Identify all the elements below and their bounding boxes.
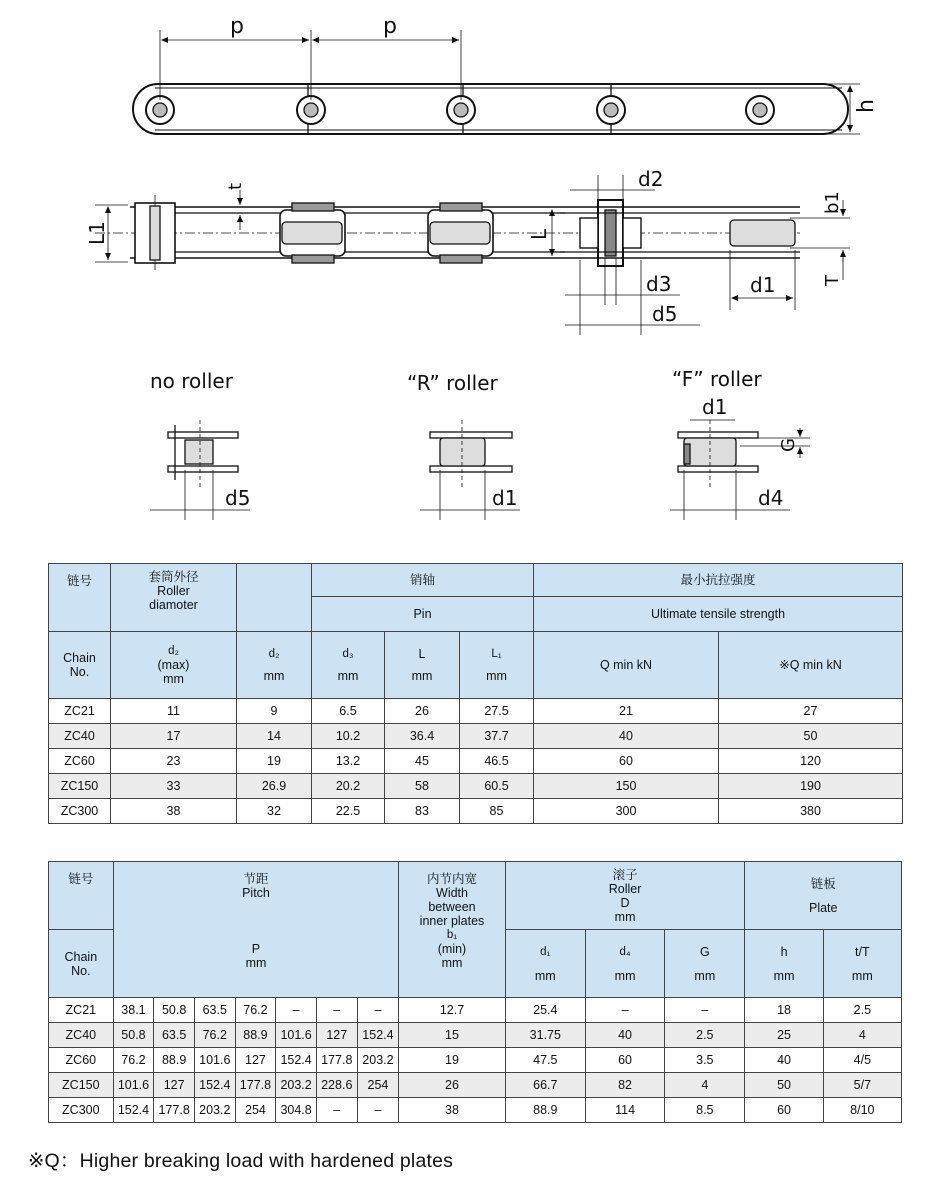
table-row	[49, 998, 902, 1023]
table-cell: –	[276, 998, 317, 1023]
label-d3: d3	[646, 272, 672, 296]
label-d4-variant: d4	[758, 486, 784, 510]
table-cell: 190	[719, 774, 903, 799]
table-cell: 300	[534, 799, 719, 824]
label-d2: d2	[638, 167, 664, 191]
h-header: h mm	[745, 930, 823, 998]
chain-no-cell: ZC21	[49, 699, 111, 724]
table-cell: 2.5	[823, 998, 901, 1023]
pin-header-en: Pin	[312, 597, 534, 632]
chain-no-cell: ZC60	[49, 1048, 114, 1073]
chain-no-cell: ZC40	[49, 1023, 114, 1048]
table-cell: 36.4	[385, 724, 460, 749]
table-cell: 85	[460, 799, 534, 824]
table-cell: 66.7	[505, 1073, 585, 1098]
roller-pin-strength-table	[48, 563, 903, 824]
table-cell: 8/10	[823, 1098, 901, 1123]
chain-no-cell: ZC40	[49, 724, 111, 749]
chain-no-cell: ZC300	[49, 799, 111, 824]
table-row	[49, 1048, 902, 1073]
chain-no-cell: ZC300	[49, 1098, 114, 1123]
table-cell: 101.6	[276, 1023, 317, 1048]
table-cell: 101.6	[113, 1073, 154, 1098]
table-cell: 203.2	[357, 1048, 399, 1073]
table-cell: 17	[111, 724, 237, 749]
inner-width-header: 内节内宽 Width between inner plates b₁ (min) mm	[399, 862, 505, 998]
table-cell: 50	[745, 1073, 823, 1098]
table-cell: 203.2	[194, 1098, 235, 1123]
table-cell: 45	[385, 749, 460, 774]
label-d5-side: d5	[652, 302, 678, 326]
label-p-1: p	[230, 14, 244, 39]
table-cell: 254	[235, 1098, 276, 1123]
table-cell: 12.7	[399, 998, 505, 1023]
table-cell: 88.9	[505, 1098, 585, 1123]
table-cell: 76.2	[194, 1023, 235, 1048]
chain-no-cell: ZC21	[49, 998, 114, 1023]
variant-f-roller	[670, 420, 810, 520]
table-cell: 152.4	[113, 1098, 154, 1123]
table-cell: 203.2	[276, 1073, 317, 1098]
pitch-header: 节距 Pitch P mm	[113, 862, 399, 998]
footnote: ※Q：Higher breaking load with hardened plates	[28, 1150, 454, 1172]
table-cell: 101.6	[194, 1048, 235, 1073]
table-cell: 58	[385, 774, 460, 799]
roller-header: 滚子 Roller D mm	[505, 862, 745, 930]
table-cell: –	[316, 1098, 357, 1123]
roller-d2-header: d₂ (max) mm	[111, 632, 237, 699]
table-cell: 177.8	[316, 1048, 357, 1073]
table-cell: 50	[719, 724, 903, 749]
table-cell: 63.5	[154, 1023, 195, 1048]
table-row	[49, 749, 903, 774]
chain-no-header-2: 链号	[49, 862, 114, 930]
chain-no-en-header: Chain No.	[49, 632, 111, 699]
label-d5-variant: d5	[225, 486, 251, 510]
table-cell: 82	[585, 1073, 664, 1098]
table-cell: 60	[745, 1098, 823, 1123]
table-cell: 5/7	[823, 1073, 901, 1098]
d1-header: d₁ mm	[505, 930, 585, 998]
L-header: L mm	[385, 632, 460, 699]
table-cell: 3.5	[665, 1048, 745, 1073]
table-cell: 33	[111, 774, 237, 799]
label-T: T	[822, 275, 843, 286]
table-cell: 177.8	[154, 1098, 195, 1123]
d3-header: d₃ mm	[312, 632, 385, 699]
table-cell: 10.2	[312, 724, 385, 749]
pin-header-cn: 销轴	[312, 564, 534, 597]
table-cell: 37.7	[460, 724, 534, 749]
q-min-header: Q min kN	[534, 632, 719, 699]
table-cell: 2.5	[665, 1023, 745, 1048]
d2-header-top	[237, 564, 312, 632]
table-cell: 25.4	[505, 998, 585, 1023]
table-row	[49, 799, 903, 824]
table-cell: 32	[237, 799, 312, 824]
table-row	[49, 1023, 902, 1048]
table-cell: 13.2	[312, 749, 385, 774]
d2-header: d₂ mm	[237, 632, 312, 699]
table-cell: –	[316, 998, 357, 1023]
table-cell: 40	[745, 1048, 823, 1073]
table-cell: 27.5	[460, 699, 534, 724]
table-cell: 50.8	[154, 998, 195, 1023]
pitch-roller-plate-table	[48, 861, 902, 1123]
table-cell: –	[665, 998, 745, 1023]
table-cell: 46.5	[460, 749, 534, 774]
label-d1-froller: d1	[702, 395, 728, 419]
chain-no-cell: ZC60	[49, 749, 111, 774]
roller-diameter-header: 套筒外径 Roller diamoter	[111, 564, 237, 632]
table-cell: 127	[235, 1048, 276, 1073]
table-cell: 11	[111, 699, 237, 724]
table-cell: 152.4	[357, 1023, 399, 1048]
table-cell: 304.8	[276, 1098, 317, 1123]
table-cell: 27	[719, 699, 903, 724]
table-cell: 4	[665, 1073, 745, 1098]
table-cell: 88.9	[235, 1023, 276, 1048]
label-L1: L1	[85, 221, 109, 245]
table-cell: 50.8	[113, 1023, 154, 1048]
table-cell: 22.5	[312, 799, 385, 824]
table-cell: 4/5	[823, 1048, 901, 1073]
label-p-2: p	[383, 14, 397, 39]
table-cell: 19	[237, 749, 312, 774]
table-cell: 20.2	[312, 774, 385, 799]
table-cell: 18	[745, 998, 823, 1023]
chain-no-cell: ZC150	[49, 1073, 114, 1098]
table-cell: 254	[357, 1073, 399, 1098]
table-cell: 76.2	[113, 1048, 154, 1073]
table-row	[49, 1098, 902, 1123]
table-cell: 76.2	[235, 998, 276, 1023]
table-cell: 38	[399, 1098, 505, 1123]
d4-header: d₄ mm	[585, 930, 664, 998]
label-G: G	[778, 438, 799, 452]
chain-technical-drawing	[0, 0, 937, 545]
table-cell: 127	[154, 1073, 195, 1098]
table-cell: 60	[534, 749, 719, 774]
uts-header-cn: 最小抗拉强度	[534, 564, 903, 597]
plate-header: 链板 Plate	[745, 862, 902, 930]
table-cell: –	[357, 998, 399, 1023]
label-L: L	[527, 228, 551, 240]
table-cell: 9	[237, 699, 312, 724]
table-row	[49, 699, 903, 724]
variant-r-roller-title: “R” roller	[407, 371, 498, 395]
variant-no-roller-title: no roller	[150, 369, 233, 393]
table-cell: 228.6	[316, 1073, 357, 1098]
table-cell: 150	[534, 774, 719, 799]
table-cell: 63.5	[194, 998, 235, 1023]
label-d1-variant: d1	[492, 486, 518, 510]
table-cell: 88.9	[154, 1048, 195, 1073]
table-cell: 40	[585, 1023, 664, 1048]
label-h: h	[854, 99, 879, 113]
variant-f-roller-title: “F” roller	[672, 367, 762, 391]
table-cell: 25	[745, 1023, 823, 1048]
table-cell: –	[585, 998, 664, 1023]
G-header: G mm	[665, 930, 745, 998]
table-cell: 40	[534, 724, 719, 749]
chain-top-view	[133, 30, 860, 134]
table-cell: 15	[399, 1023, 505, 1048]
table-cell: 26	[385, 699, 460, 724]
table-cell: 177.8	[235, 1073, 276, 1098]
table-cell: 26.9	[237, 774, 312, 799]
table-cell: 152.4	[276, 1048, 317, 1073]
table-cell: 120	[719, 749, 903, 774]
chain-side-view	[95, 175, 850, 335]
table-row	[49, 1073, 902, 1098]
table-row	[49, 774, 903, 799]
label-b1: b1	[822, 191, 843, 214]
table-cell: 380	[719, 799, 903, 824]
table-cell: 31.75	[505, 1023, 585, 1048]
table-cell: 152.4	[194, 1073, 235, 1098]
q-min-hardened-header: ※Q min kN	[719, 632, 903, 699]
table-cell: 127	[316, 1023, 357, 1048]
table-cell: 47.5	[505, 1048, 585, 1073]
table-cell: –	[357, 1098, 399, 1123]
table-cell: 26	[399, 1073, 505, 1098]
table-cell: 38	[111, 799, 237, 824]
table-cell: 60	[585, 1048, 664, 1073]
tT-header: t/T mm	[823, 930, 901, 998]
table-row	[49, 724, 903, 749]
label-t: t	[225, 182, 246, 190]
chain-no-cell: ZC150	[49, 774, 111, 799]
uts-header-en: Ultimate tensile strength	[534, 597, 903, 632]
table-cell: 83	[385, 799, 460, 824]
table-cell: 38.1	[113, 998, 154, 1023]
chain-no-header: 链号	[49, 564, 111, 632]
table-cell: 23	[111, 749, 237, 774]
table-cell: 4	[823, 1023, 901, 1048]
chain-no-en-header-2: Chain No.	[49, 930, 114, 998]
label-d1-side: d1	[750, 273, 776, 297]
table-cell: 8.5	[665, 1098, 745, 1123]
table-cell: 14	[237, 724, 312, 749]
L1-header: L₁ mm	[460, 632, 534, 699]
table-cell: 19	[399, 1048, 505, 1073]
table-cell: 114	[585, 1098, 664, 1123]
table-cell: 21	[534, 699, 719, 724]
table-cell: 6.5	[312, 699, 385, 724]
table-cell: 60.5	[460, 774, 534, 799]
